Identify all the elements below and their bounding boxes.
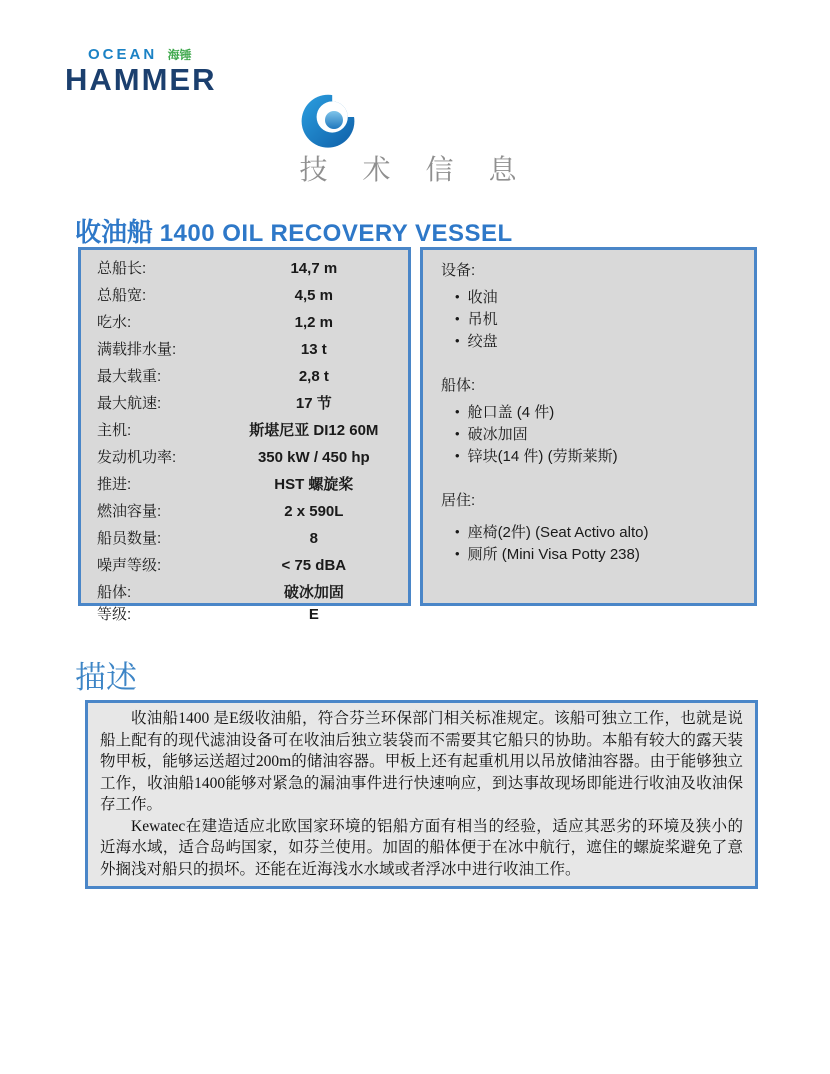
equipment-section-title: 居住:: [441, 492, 476, 509]
equipment-section-title: 船体:: [441, 377, 476, 394]
spec-value: E: [308, 606, 319, 623]
description-paragraph: 收油船1400 是E级收油船，符合芬兰环保部门相关标准规定。该船可独立工作，也就是说船上配有的现代滤油设备可在收油后独立装袋而不需要其它船只的协助。本船有较大的露天装物甲板，能够运送超过200m的储油容器。甲板上还有起重机用以吊放储油容器。由于能够独立工作，收油船1400能够对紧急的漏油事件进行快速响应，到达事故现场即能进行收油及收油保存工作。: [100, 710, 743, 813]
spec-label: 燃油容量:: [97, 503, 162, 520]
spec-label: 最大航速:: [97, 395, 162, 412]
spec-row: [97, 557, 392, 575]
description-heading: 描述: [75, 660, 137, 695]
wave-swirl-icon: [298, 90, 358, 150]
equipment-item: • 舱口盖 (4 件): [455, 403, 736, 423]
spec-label: 发动机功率:: [97, 449, 177, 466]
equipment-item: • 破冰加固: [455, 425, 736, 445]
spec-value: 2 x 590L: [284, 503, 344, 520]
spec-value: 8: [309, 530, 318, 547]
spec-value: 350 kW / 450 hp: [257, 449, 370, 466]
specifications-panel: [78, 247, 411, 623]
description-panel: [85, 700, 758, 889]
spec-row: [97, 395, 392, 413]
spec-value: 斯堪尼亚 DI12 60M: [249, 422, 379, 439]
equipment-section: [441, 491, 736, 565]
spec-label: 推进:: [97, 476, 132, 493]
spec-row: [97, 606, 392, 624]
description-paragraph: Kewatec在建造适应北欧国家环境的铝船方面有相当的经验，适应其恶劣的环境及狭小的近海水域，适合岛屿国家，如芬兰使用。加固的船体便于在冰中航行，遮住的螺旋桨避免了意外搁浅对船只的损坏。还能在近海浅水水域或者浮冰中进行收油工作。: [100, 817, 743, 878]
equipment-item: • 锌块(14 件) (劳斯莱斯): [455, 447, 736, 467]
spec-label: 主机:: [97, 422, 132, 439]
equipment-panel: [420, 247, 757, 606]
equipment-section: [441, 261, 736, 352]
spec-row: [97, 341, 392, 359]
spec-row: [97, 314, 392, 332]
spec-label: 船体:: [97, 584, 132, 601]
spec-label: 噪声等级:: [97, 557, 162, 574]
spec-label: 满载排水量:: [97, 341, 177, 358]
spec-row: [97, 287, 392, 305]
equipment-item: • 吊机: [455, 310, 736, 330]
section-heading-en: 1400 OIL RECOVERY VESSEL: [159, 220, 513, 247]
spec-row: [97, 476, 392, 494]
equipment-list: [441, 523, 736, 565]
spec-label: 吃水:: [97, 314, 132, 331]
spec-row: [97, 368, 392, 386]
logo-hammer-text: HAMMER: [65, 62, 217, 97]
spec-label: 等级:: [97, 606, 132, 623]
spec-label: 船员数量:: [97, 530, 162, 547]
equipment-item: • 绞盘: [455, 332, 736, 352]
logo-ocean-text: OCEAN: [88, 46, 158, 63]
spec-value: 14,7 m: [290, 260, 338, 277]
section-heading-cn: 收油船: [75, 218, 154, 247]
section-heading: [75, 212, 513, 249]
spec-row: [97, 260, 392, 278]
spec-row: [97, 530, 392, 548]
spec-row: [97, 449, 392, 467]
spec-rows: [97, 260, 392, 624]
spec-row: [97, 422, 392, 440]
spec-value: 17 节: [295, 395, 332, 412]
spec-row: [97, 503, 392, 521]
equipment-section: [441, 376, 736, 467]
equipment-item: • 厕所 (Mini Visa Potty 238): [455, 545, 736, 565]
company-logo: [65, 44, 300, 106]
equipment-list: [441, 403, 736, 467]
spec-row: [97, 584, 392, 602]
spec-value: 破冰加固: [283, 584, 344, 601]
spec-label: 总船长:: [97, 260, 147, 277]
equipment-list: [441, 288, 736, 352]
spec-label: 总船宽:: [97, 287, 147, 304]
equipment-item: • 座椅(2件) (Seat Activo alto): [455, 523, 736, 543]
spec-value: 1,2 m: [294, 314, 333, 331]
spec-label: 最大载重:: [97, 368, 162, 385]
spec-value: 13 t: [300, 341, 327, 358]
document-title: 技 术 信 息: [299, 155, 531, 186]
logo-chinese-text: 海锤: [167, 48, 192, 62]
equipment-section-title: 设备:: [441, 262, 476, 279]
spec-value: < 75 dBA: [281, 557, 347, 574]
spec-value: 2,8 t: [298, 368, 329, 385]
spec-value: HST 螺旋桨: [274, 476, 354, 493]
spec-value: 4,5 m: [294, 287, 333, 304]
equipment-item: • 收油: [455, 288, 736, 308]
